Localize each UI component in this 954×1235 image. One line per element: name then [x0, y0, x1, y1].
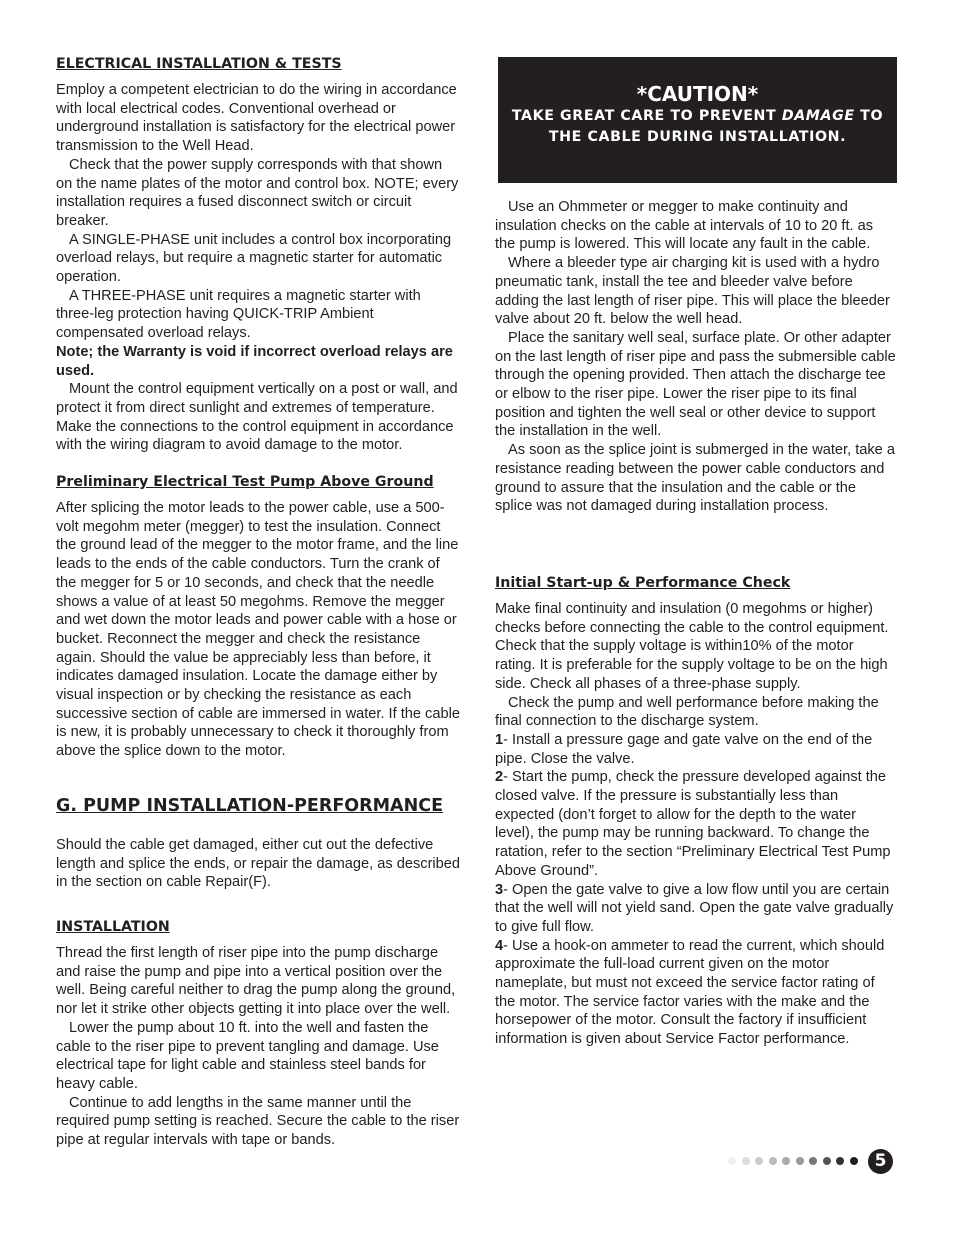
- page-dot: [823, 1157, 831, 1165]
- paragraph: Lower the pump about 10 ft. into the well and fasten the cable to the riser pipe to prevent tangling and damage. Use electrical tape for light cable and stainless steel bands for heavy cable.: [56, 1019, 439, 1092]
- paragraph: Use an Ohmmeter or megger to make continuity and insulation checks on the cable at intervals of 10 to 20 ft. as the pump is lowered. This will locate any fault in the cable.: [495, 199, 874, 253]
- paragraph: A SINGLE-PHASE unit includes a control box incorporating overload relays, but require a magnetic starter for automatic operation.: [56, 231, 452, 286]
- preliminary-test-heading: Preliminary Electrical Test Pump Above Ground: [56, 474, 434, 490]
- paragraph: Where a bleeder type air charging kit is used with a hydro pneumatic tank, install the tee and bleeder valve before adding the last length of riser pipe. This will place the bleeder valve about 20 ft. below the well head.: [495, 255, 890, 328]
- paragraph: Place the sanitary well seal, surface plate. Or other adapter on the last length of riser pipe and pass the submersible cable through the opening provided. Then attach the discharge tee or elbow to the riser pipe. Lower the riser pipe to its final position and tighten the well seal or other device to support the installation in the well.: [495, 329, 896, 440]
- electrical-section-body: [56, 81, 460, 455]
- installation-body: [56, 944, 460, 1150]
- paragraph: As soon as the splice joint is submerged in the water, take a resistance reading between the power cable conductors and ground to assure that the insulation and the cable or the splice was not damaged during installation process.: [495, 442, 895, 515]
- paragraph: Check that the power supply corresponds with that shown on the name plates of the motor and control box. NOTE; every installation requires a fused disconnect switch or circuit breaker.: [56, 156, 459, 229]
- warranty-note: Note; the Warranty is void if incorrect overload relays are used.: [56, 343, 453, 379]
- paragraph: Employ a competent electrician to do the wiring in accordance with local electrical codes. Conventional overhead or underground installation is satisfactory for the electrical power transmission to the Well Head.: [56, 82, 457, 155]
- page-number: 5: [868, 1149, 893, 1174]
- page-dot: [742, 1157, 750, 1165]
- installation-heading: INSTALLATION: [56, 919, 170, 935]
- step-3: 3- Open the gate valve to give a low flow until you are certain that the well will not yield sand. Open the gate valve gradually to give full flow.: [495, 881, 894, 935]
- page-dot: [809, 1157, 817, 1165]
- paragraph: Mount the control equipment vertically on a post or wall, and protect it from direct sunlight and extremes of temperature. Make the connections to the control equipment in accordance with the wiring diagram to avoid damage to the motor.: [56, 381, 458, 454]
- section-g-paragraph: Should the cable get damaged, either cut out the defective length and splice the ends, or repair the damage, as described in the section on cable Repair(F).: [56, 837, 461, 891]
- paragraph: Make final continuity and insulation (0 megohms or higher) checks before connecting the cable to the control equipment. Check that the supply voltage is within10% of the motor rating. It is preferable for the supply voltage to be on the high side. Check all phases of a three-phase supply.: [495, 601, 889, 692]
- paragraph: Continue to add lengths in the same manner until the required pump setting is reached. Secure the cable to the riser pipe at regular intervals with tape or bands.: [56, 1094, 460, 1149]
- caution-line-1: TAKE GREAT CARE TO PREVENT DAMAGE TO: [511, 108, 884, 124]
- paragraph: Thread the first length of riser pipe into the pump discharge and raise the pump and pipe into a vertical position over the well. Being careful neither to drag the pump along the ground, nor let it strike other objects getting it into place over the well.: [56, 945, 456, 1018]
- electrical-installation-heading: ELECTRICAL INSTALLATION & TESTS: [56, 56, 342, 72]
- page-dot: [769, 1157, 777, 1165]
- step-4: 4- Use a hook-on ammeter to read the current, which should approximate the full-load current given on the motor nameplate, but must not exceed the service factor rating of the motor. The service factor varies with the make and the horsepower of the motor. Consult the factory if insufficient information is given about Service Factor performance.: [495, 937, 885, 1048]
- section-g-heading: G. PUMP INSTALLATION-PERFORMANCE: [56, 796, 444, 816]
- page-dot: [796, 1157, 804, 1165]
- page-dot: [850, 1157, 858, 1165]
- preliminary-test-paragraph: After splicing the motor leads to the power cable, use a 500-volt megohm meter (megger) to test the insulation. Connect the ground lead of the megger to the motor frame, and the line leads to the ends of the cable conductors. Turn the crank of the megger for 5 or 10 seconds, and check that the needle shows a value of at least 50 megohms. Remove the megger and wet down the motor leads and power cable with a hose or bucket. Reconnect the megger and check the resistance again. Should the value be appreciably less than before, it indicates damaged insulation. Locate the damage either by visual inspection or by checking the resistance as each successive section of cable are immersed in water. If the cable is new, it is probably unnecessary to check it thoroughly from above the splice down to the motor.: [56, 500, 460, 760]
- page-dot: [836, 1157, 844, 1165]
- caution-line-2: THE CABLE DURING INSTALLATION.: [548, 129, 847, 145]
- step-1: 1- Install a pressure gage and gate valve on the end of the pipe. Close the valve.: [495, 731, 873, 767]
- step-2: 2- Start the pump, check the pressure developed against the closed valve. If the pressure is substantially less than expected (don’t forget to allow for the depth to the water level), the pump may be running backward. To change the ratation, refer to the section “Preliminary Electrical Test Pump Above Ground”.: [495, 769, 891, 879]
- page-dot: [782, 1157, 790, 1165]
- paragraph: Check the pump and well performance before making the final connection to the discharge system.: [495, 694, 879, 730]
- startup-heading: Initial Start-up & Performance Check: [495, 575, 791, 591]
- startup-body: [495, 600, 897, 1049]
- cable-check-body: [495, 198, 897, 516]
- page-dot: [755, 1157, 763, 1165]
- caution-box: [498, 57, 897, 183]
- paragraph: A THREE-PHASE unit requires a magnetic starter with three-leg protection having QUICK-TRIP Ambient compensated overload relays.: [56, 287, 421, 342]
- page-dot: [728, 1157, 736, 1165]
- caution-title: *CAUTION*: [636, 82, 759, 106]
